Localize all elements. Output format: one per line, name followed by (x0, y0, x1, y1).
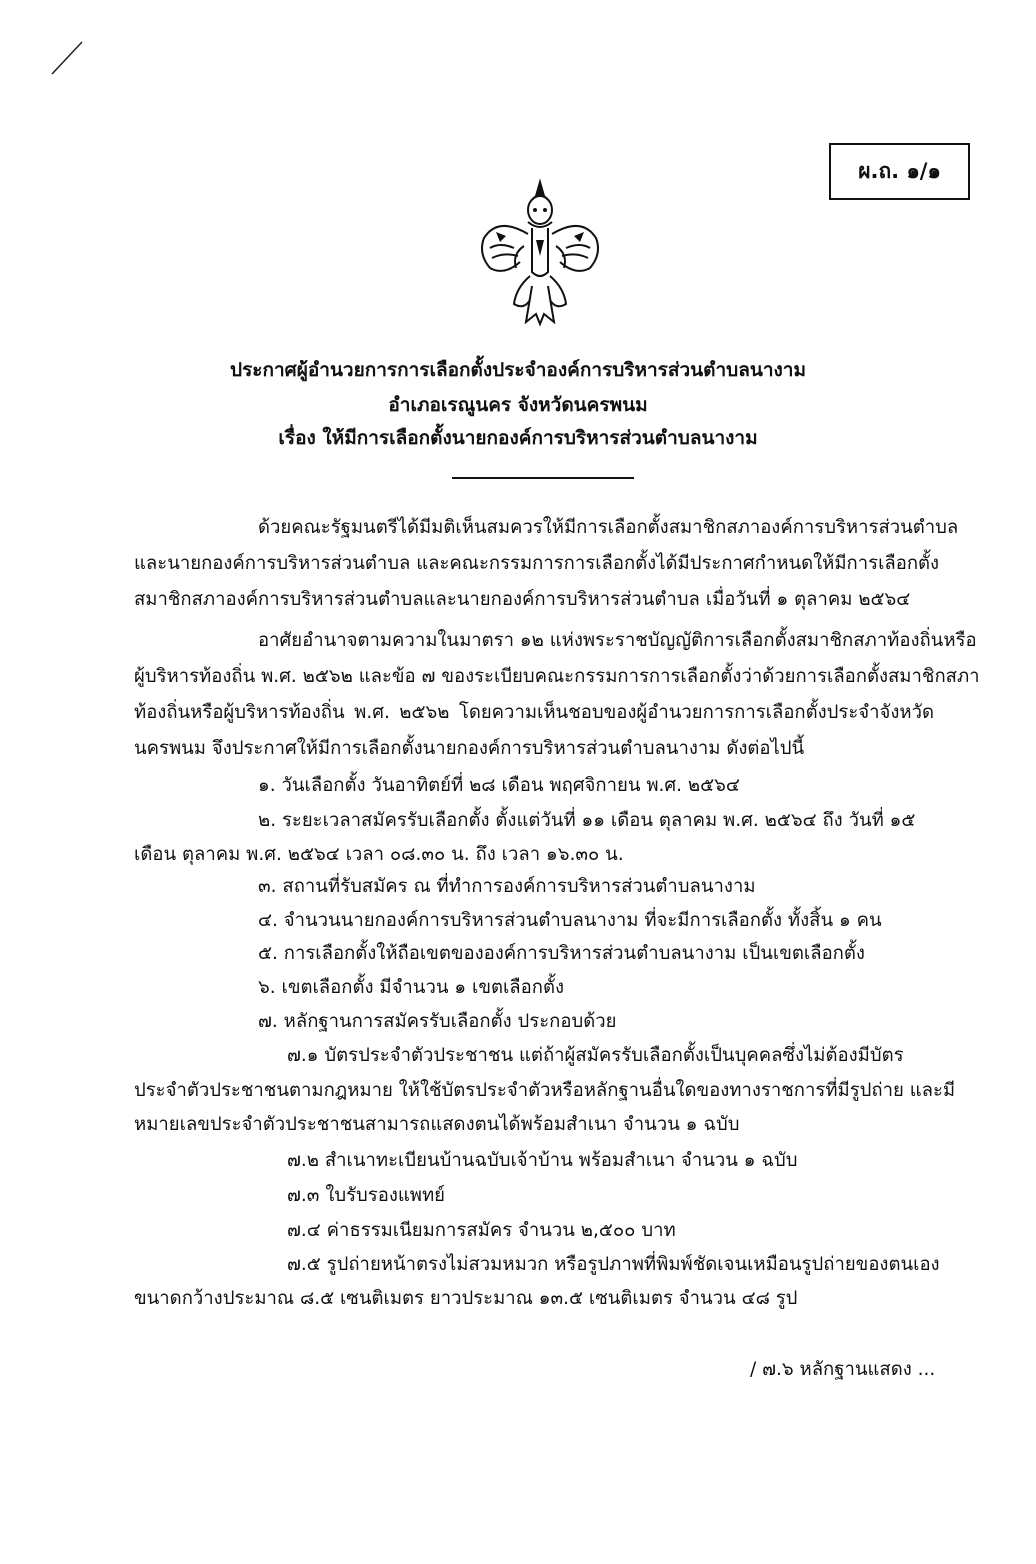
list-item-6: ๖. เขตเลือกตั้ง มีจำนวน ๑ เขตเลือกตั้ง (258, 977, 564, 998)
garuda-emblem (470, 176, 610, 328)
title-divider (452, 477, 634, 479)
sub-item-7-2: ๗.๒ สำเนาทะเบียนบ้านฉบับเจ้าบ้าน พร้อมสำเนา จำนวน ๑ ฉบับ (287, 1150, 798, 1171)
list-item-1: ๑. วันเลือกตั้ง วันอาทิตย์ที่ ๒๘ เดือน พฤศจิกายน พ.ศ. ๒๕๖๔ (258, 775, 740, 796)
list-item-4: ๔. จำนวนนายกองค์การบริหารส่วนตำบลนางาม ที่จะมีการเลือกตั้ง ทั้งสิ้น ๑ คน (258, 910, 882, 931)
sub-item-7-5: ๗.๕ รูปถ่ายหน้าตรงไม่สวมหมวก หรือรูปภาพที่พิมพ์ชัดเจนเหมือนรูปถ่ายของตนเอง (287, 1254, 940, 1275)
paragraph2-line3: ท้องถิ่นหรือผู้บริหารท้องถิ่น พ.ศ. ๒๕๖๒ โดยความเห็นชอบของผู้อำนวยการการเลือกตั้งประจำจังหวัด (134, 702, 934, 723)
list-item-2: ๒. ระยะเวลาสมัครรับเลือกตั้ง ตั้งแต่วันที่ ๑๑ เดือน ตุลาคม พ.ศ. ๒๕๖๔ ถึง วันที่ ๑๕ (258, 810, 916, 831)
sub-item-7-5-cont: ขนาดกว้างประมาณ ๘.๕ เซนติเมตร ยาวประมาณ ๑๓.๕ เซนติเมตร จำนวน ๔๘ รูป (134, 1288, 798, 1309)
paragraph2-line2: ผู้บริหารท้องถิ่น พ.ศ. ๒๕๖๒ และข้อ ๗ ของระเบียบคณะกรรมการการเลือกตั้งว่าด้วยการเลือกตั้งสมาชิกสภา (134, 666, 980, 687)
list-item-7: ๗. หลักฐานการสมัครรับเลือกตั้ง ประกอบด้วย (258, 1011, 617, 1032)
subject-line: เรื่อง ให้มีการเลือกตั้งนายกองค์การบริหารส่วนตำบลนางาม (278, 427, 758, 449)
paragraph2-line4: นครพนม จึงประกาศให้มีการเลือกตั้งนายกองค์การบริหารส่วนตำบลนางาม ดังต่อไปนี้ (134, 738, 805, 759)
paragraph1-line2: และนายกองค์การบริหารส่วนตำบล และคณะกรรมการการเลือกตั้งได้มีประกาศกำหนดให้มีการเลือกตั้ง (134, 553, 940, 574)
continuation-note: / ๗.๖ หลักฐานแสดง ... (750, 1359, 936, 1380)
list-item-5: ๕. การเลือกตั้งให้ถือเขตขององค์การบริหารส่วนตำบลนางาม เป็นเขตเลือกตั้ง (258, 943, 865, 964)
sub-item-7-1-cont1: ประจำตัวประชาชนตามกฎหมาย ให้ใช้บัตรประจำตัวหรือหลักฐานอื่นใดของทางราชการที่มีรูปถ่าย และมี (134, 1080, 956, 1101)
paragraph2-line1: อาศัยอำนาจตามความในมาตรา ๑๒ แห่งพระราชบัญญัติการเลือกตั้งสมาชิกสภาท้องถิ่นหรือ (258, 630, 977, 651)
sub-item-7-4: ๗.๔ ค่าธรรมเนียมการสมัคร จำนวน ๒,๕๐๐ บาท (287, 1220, 676, 1241)
list-item-2-cont: เดือน ตุลาคม พ.ศ. ๒๕๖๔ เวลา ๐๘.๓๐ น. ถึง เวลา ๑๖.๓๐ น. (134, 844, 624, 865)
district-province-line: อำเภอเรณูนคร จังหวัดนครพนม (388, 394, 648, 416)
pen-stroke-mark (48, 38, 88, 78)
sub-item-7-3: ๗.๓ ใบรับรองแพทย์ (287, 1185, 446, 1206)
list-item-3: ๓. สถานที่รับสมัคร ณ ที่ทำการองค์การบริหารส่วนตำบลนางาม (258, 876, 756, 897)
form-code-box: ผ.ถ. ๑/๑ (829, 143, 970, 200)
paragraph1-line1: ด้วยคณะรัฐมนตรีได้มีมติเห็นสมควรให้มีการเลือกตั้งสมาชิกสภาองค์การบริหารส่วนตำบล (258, 517, 959, 538)
sub-item-7-1: ๗.๑ บัตรประจำตัวประชาชน แต่ถ้าผู้สมัครรับเลือกตั้งเป็นบุคคลซึ่งไม่ต้องมีบัตร (287, 1045, 904, 1066)
paragraph1-line3: สมาชิกสภาองค์การบริหารส่วนตำบลและนายกองค์การบริหารส่วนตำบล เมื่อวันที่ ๑ ตุลาคม ๒๕๖๔ (134, 589, 911, 610)
announcement-title: ประกาศผู้อำนวยการการเลือกตั้งประจำองค์การบริหารส่วนตำบลนางาม (230, 359, 806, 381)
sub-item-7-1-cont2: หมายเลขประจำตัวประชาชนสามารถแสดงตนได้พร้อมสำเนา จำนวน ๑ ฉบับ (134, 1114, 740, 1135)
